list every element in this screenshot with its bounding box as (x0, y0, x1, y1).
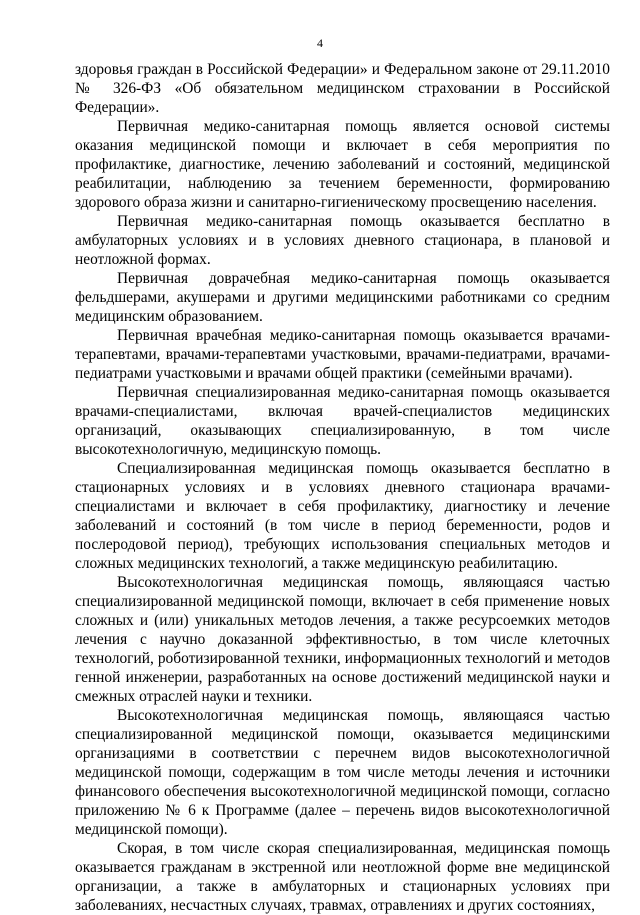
paragraph-continuation: здоровья граждан в Российской Федерации» и Федеральном законе от 29.11.2010 № 326-ФЗ «Об обязательном медицинском страховании в Российской Федерации». (75, 61, 610, 116)
paragraph-high-tech-organizations: Высокотехнологичная медицинская помощь, являющаяся частью специализированной медицинской помощи, оказывается медицинскими организациями в соответствии с перечнем видов высокотехнологичной медицинской помощи, содержащим в том числе методы лечения и источники финансового обеспечения высокотехнологичной медицинской помощи, согласно приложению № 6 к Программе (далее – перечень видов высокотехнологичной медицинской помощи). (75, 707, 610, 838)
paragraph-emergency-care: Скорая, в том числе скорая специализированная, медицинская помощь оказывается гражданам в экстренной или неотложной форме вне медицинской организации, а также в амбулаторных и стационарных условиях при заболеваниях, несчастных случаях, травмах, отравлениях и других состояниях, (75, 840, 610, 914)
body-text (75, 60, 610, 915)
paragraph-pre-physician-care: Первичная доврачебная медико-санитарная помощь оказывается фельдшерами, акушерами и другими медицинскими работниками со средним медицинским образованием. (75, 270, 610, 325)
paragraph-specialized-care: Специализированная медицинская помощь оказывается бесплатно в стационарных условиях и в условиях дневного стационара врачами-специалистами и включает в себя профилактику, диагностику и лечение заболеваний и состояний (в том числе в период беременности, родов и послеродовой период), требующих использования специальных методов и сложных медицинских технологий, а также медицинскую реабилитацию. (75, 460, 610, 572)
paragraph-specialized-primary-care: Первичная специализированная медико-санитарная помощь оказывается врачами-специалистами, включая врачей-специалистов медицинских организаций, оказывающих специализированную, в том числе высокотехнологичную, медицинскую помощь. (75, 384, 610, 458)
paragraph-high-tech-care: Высокотехнологичная медицинская помощь, являющаяся частью специализированной медицинской помощи, включает в себя применение новых сложных и (или) уникальных методов лечения, а также ресурсоемких методов лечения с научно доказанной эффективностью, в том числе клеточных технологий, роботизированной техники, информационных технологий и методов генной инженерии, разработанных на основе достижений медицинской науки и смежных отраслей науки и техники. (75, 574, 610, 705)
paragraph-physician-care: Первичная врачебная медико-санитарная помощь оказывается врачами-терапевтами, врачами-терапевтами участковыми, врачами-педиатрами, врачами-педиатрами участковыми и врачами общей практики (семейными врачами). (75, 327, 610, 382)
paragraph-primary-care-free: Первичная медико-санитарная помощь оказывается бесплатно в амбулаторных условиях и в условиях дневного стационара, в плановой и неотложной формах. (75, 213, 610, 268)
page-number: 4 (317, 36, 323, 50)
paragraph-primary-care-basis: Первичная медико-санитарная помощь является основой системы оказания медицинской помощи и включает в себя мероприятия по профилактике, диагностике, лечению заболеваний и состояний, медицинской реабилитации, наблюдению за течением беременности, формированию здорового образа жизни и санитарно-гигиеническому просвещению населения. (75, 118, 610, 211)
